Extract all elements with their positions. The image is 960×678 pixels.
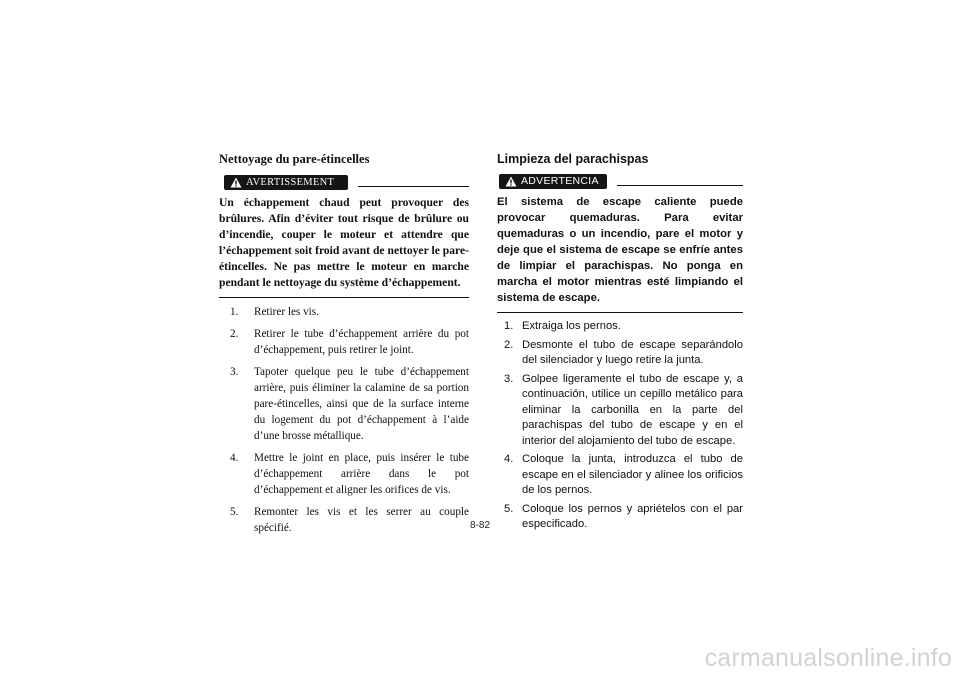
list-item xyxy=(219,450,469,498)
step-number: 3. xyxy=(230,366,239,378)
warning-bottom-rule-es xyxy=(497,312,743,313)
step-number: 4. xyxy=(504,453,514,465)
list-item xyxy=(497,452,743,499)
steps-list-fr xyxy=(219,304,469,536)
section-heading-es: Limpieza del parachispas xyxy=(497,152,649,166)
step-number: 5. xyxy=(230,506,239,518)
list-item xyxy=(497,338,743,369)
step-text: Mettre le joint en place, puis insérer le tube d’échappement arrière dans le pot d’échappement et aligner les orifices de vis. xyxy=(254,452,469,496)
warning-triangle-icon xyxy=(230,177,242,188)
step-text: Extraiga los pernos. xyxy=(522,320,621,332)
step-text: Retirer les vis. xyxy=(254,306,319,318)
list-item xyxy=(219,364,469,444)
warning-badge-fr xyxy=(224,175,348,190)
spanish-column xyxy=(497,152,743,536)
step-text: Remonter les vis et les serrer au couple spécifié. xyxy=(254,506,469,534)
step-number: 4. xyxy=(230,452,239,464)
warning-label-es: ADVERTENCIA xyxy=(521,175,599,187)
section-heading-fr: Nettoyage du pare-étincelles xyxy=(219,152,370,166)
step-text: Golpee ligeramente el tubo de escape y, a continuación, utilice un cepillo metálico para eliminar la carbonilla en la parte del parachispas del tubo de escape y en el interior del alojamiento del tubo de escape. xyxy=(522,372,743,447)
warning-badge-es xyxy=(499,174,607,189)
watermark: carmanualsonline.info xyxy=(704,644,952,672)
page-number: 8-82 xyxy=(470,520,491,531)
step-text: Coloque la junta, introduzca el tubo de escape en el silenciador y alinee los orificios de los pernos. xyxy=(522,453,743,496)
warning-bottom-rule-fr xyxy=(219,297,469,298)
warning-text-es: El sistema de escape caliente puede provocar quemaduras. Para evitar quemaduras o un incendio, pare el motor y deje que el sistema de escape se enfríe antes de limpiar el parachispas. No ponga en marcha el motor mientras esté limpiando el sistema de escape. xyxy=(497,196,743,304)
list-item xyxy=(497,319,743,335)
warning-triangle-icon xyxy=(505,176,517,187)
step-text: Desmonte el tubo de escape separándolo del silenciador y luego retire la junta. xyxy=(522,338,743,366)
warning-label-fr: AVERTISSEMENT xyxy=(246,176,335,188)
step-number: 1. xyxy=(230,306,239,318)
warning-header-es xyxy=(497,172,743,190)
step-text: Retirer le tube d’échappement arrière du pot d’échappement, puis retirer le joint. xyxy=(254,328,469,356)
step-number: 3. xyxy=(504,372,514,385)
list-item xyxy=(219,504,469,536)
step-number: 2. xyxy=(230,328,239,340)
steps-list-es xyxy=(497,319,743,533)
step-text: Coloque los pernos y apriételos con el par especificado. xyxy=(522,502,743,530)
french-column xyxy=(219,152,469,542)
warning-divider-es xyxy=(617,185,743,186)
warning-divider-fr xyxy=(358,186,469,187)
warning-header-fr xyxy=(219,173,469,191)
list-item xyxy=(219,326,469,358)
list-item xyxy=(219,304,469,320)
list-item xyxy=(497,502,743,533)
step-number: 2. xyxy=(504,338,514,351)
list-item xyxy=(497,372,743,450)
warning-text-fr: Un échappement chaud peut provoquer des brûlures. Afin d’éviter tout risque de brûlure ou d’incendie, couper le moteur et attendre que l’échappement soit froid avant de nettoyer le pare-étincelles. Ne pas mettre le moteur en marche pendant le nettoyage du système d’échappement. xyxy=(219,196,469,289)
step-text: Tapoter quelque peu le tube d’échappement arrière, puis éliminer la calamine de sa portion pare-étincelles, ainsi que de la surface interne du logement du pot d’échappement à l’aide d’une brosse métallique. xyxy=(254,366,469,442)
step-number: 1. xyxy=(504,320,514,332)
step-number: 5. xyxy=(504,502,514,515)
